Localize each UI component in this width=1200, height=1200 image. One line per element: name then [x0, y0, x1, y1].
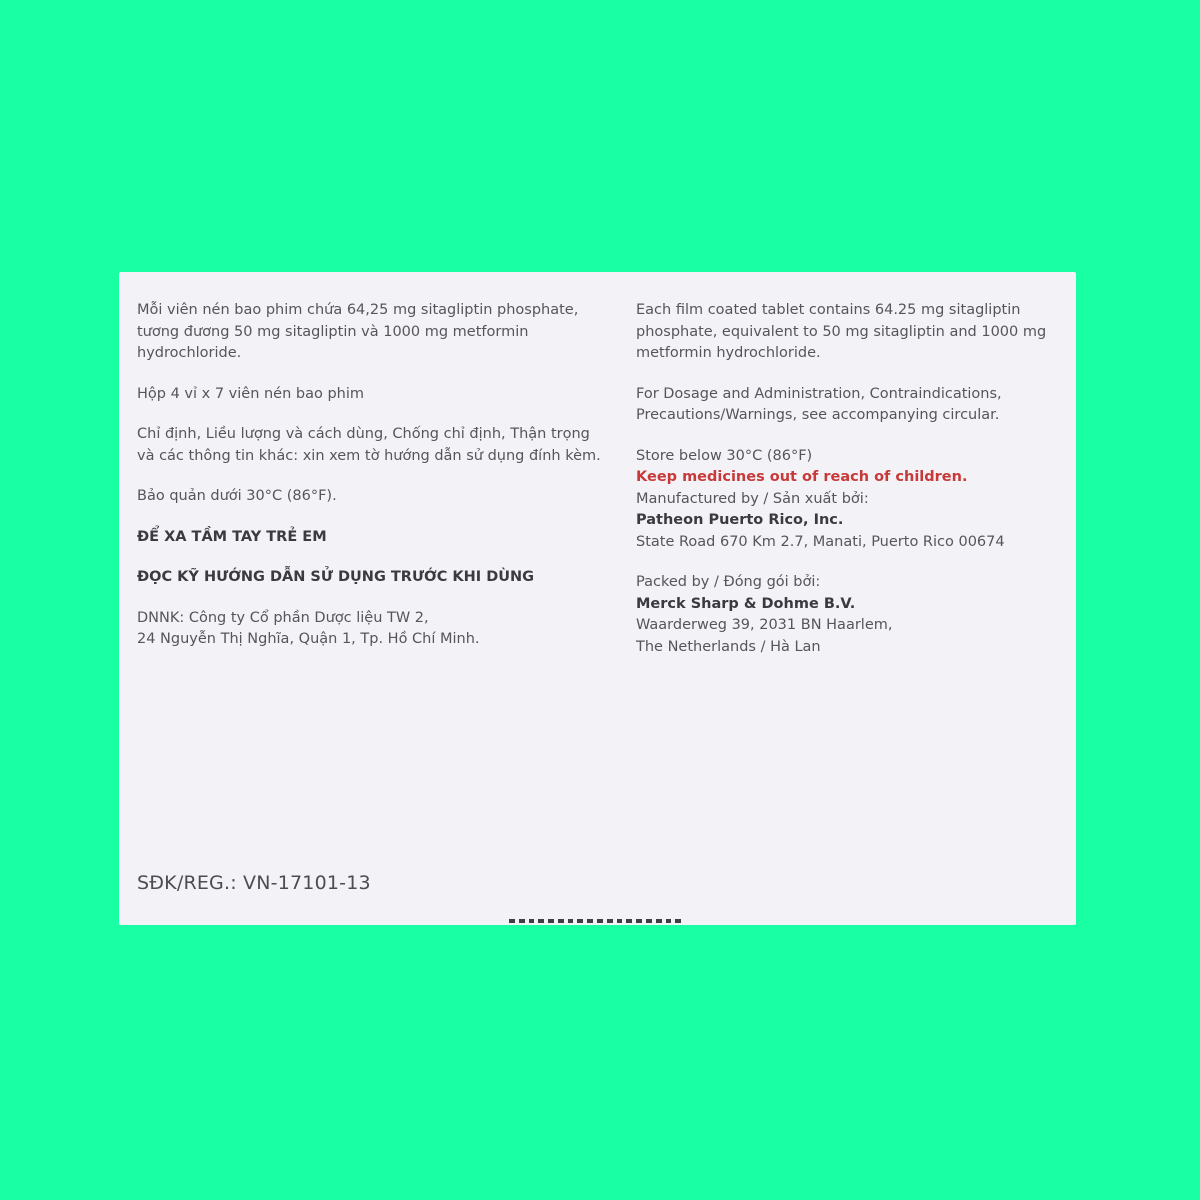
composition-en-line: metformin hydrochloride.	[636, 345, 821, 361]
composition-vi-line: tương đương 50 mg sitagliptin và 1000 mg metformin	[137, 323, 529, 340]
packer-address-line: The Netherlands / Hà Lan	[636, 638, 821, 655]
composition-vi-line: hydrochloride.	[137, 345, 242, 361]
perforation-marks	[509, 919, 685, 925]
storage-manufacturer-block	[636, 446, 1066, 554]
storage-vi: Bảo quản dưới 30°C (86°F).	[137, 488, 337, 504]
dosage-en-line: Precautions/Warnings, see accompanying circular.	[636, 407, 1000, 423]
indications-vi-line: và các thông tin khác: xin xem tờ hướng dẫn sử dụng đính kèm.	[137, 447, 601, 464]
packer-block	[636, 572, 1066, 658]
manufactured-by-label: Manufactured by / Sản xuất bởi:	[636, 490, 869, 507]
composition-en	[636, 300, 1066, 365]
pack-size-vi: Hộp 4 vỉ x 7 viên nén bao phim	[137, 385, 365, 402]
keep-away-vi: ĐỂ XA TẦM TAY TRẺ EM	[137, 528, 327, 545]
composition-vi	[137, 300, 619, 365]
composition-en-line: phosphate, equivalent to 50 mg sitagliptin and 1000 mg	[636, 323, 1047, 340]
indications-vi-line: Chỉ định, Liều lượng và cách dùng, Chống chỉ định, Thận trọng	[137, 426, 590, 442]
packed-by-label: Packed by / Đóng gói bởi:	[636, 574, 821, 590]
manufacturer-address: State Road 670 Km 2.7, Manati, Puerto Rico 00674	[636, 533, 1005, 550]
dosage-en	[636, 384, 1066, 427]
english-column	[636, 300, 1066, 677]
composition-en-line: Each film coated tablet contains 64.25 mg sitagliptin	[636, 302, 1021, 318]
packer-address-line: Waarderweg 39, 2031 BN Haarlem,	[636, 617, 893, 633]
package-label-card	[119, 272, 1076, 925]
vietnamese-column	[137, 300, 619, 670]
storage-en: Store below 30°C (86°F)	[636, 447, 813, 464]
registration-number: SĐK/REG.: VN-17101-13	[137, 872, 371, 894]
composition-vi-line: Mỗi viên nén bao phim chứa 64,25 mg sitagliptin phosphate,	[137, 302, 579, 318]
importer-vi	[137, 608, 619, 651]
importer-vi-line: DNNK: Công ty Cổ phần Dược liệu TW 2,	[137, 609, 429, 626]
indications-vi	[137, 424, 619, 467]
packer-name: Merck Sharp & Dohme B.V.	[636, 595, 856, 612]
dosage-en-line: For Dosage and Administration, Contraindications,	[636, 385, 1002, 402]
read-instructions-vi: ĐỌC KỸ HƯỚNG DẪN SỬ DỤNG TRƯỚC KHI DÙNG	[137, 569, 535, 585]
keep-away-en: Keep medicines out of reach of children.	[636, 469, 968, 485]
importer-vi-line: 24 Nguyễn Thị Nghĩa, Quận 1, Tp. Hồ Chí Minh.	[137, 631, 480, 647]
manufacturer-name: Patheon Puerto Rico, Inc.	[636, 512, 844, 528]
